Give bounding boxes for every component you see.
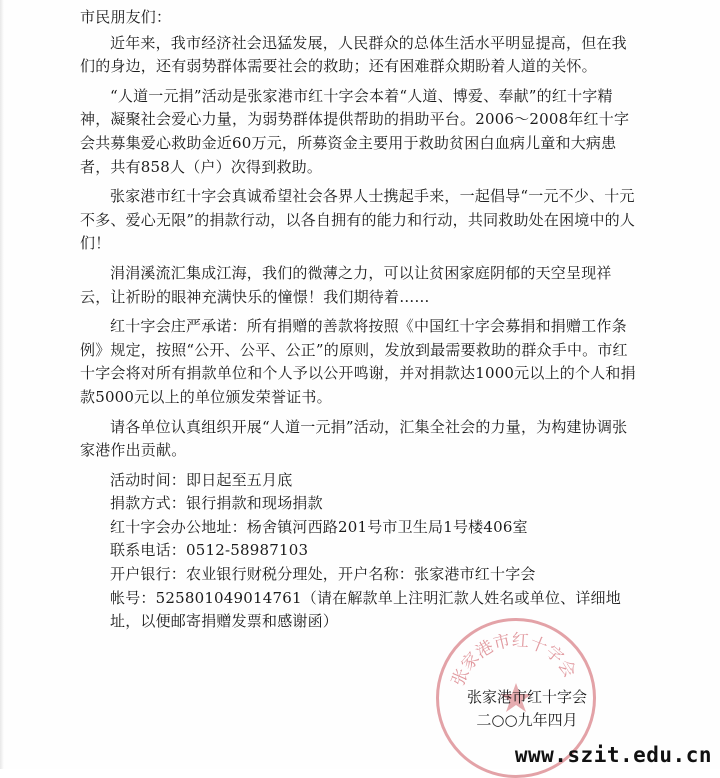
paragraph-hope: 涓涓溪流汇集成江海，我们的微薄之力，可以让贫困家庭阴郁的天空呈现祥云，让祈盼的眼神充满快乐的憧憬！我们期待着…… <box>80 263 612 306</box>
info-block <box>80 469 640 634</box>
info-office-address: 红十字会办公地址：杨舍镇河西路201号市卫生局1号楼406室 <box>110 517 528 536</box>
paragraph-promise: 红十字会庄严承诺：所有捐赠的善款将按照《中国红十字会募捐和捐赠工作条例》规定，按照“公开、公平、公正”的原则，发放到最需要救助的群众手中。市红十字会将对所有捐款单位和个人予以公开鸣谢，并对捐款达1000元以上的个人和捐款5000元以上的单位颁发荣誉证书。 <box>80 317 636 406</box>
site-watermark: www.szit.edu.cn <box>514 743 712 767</box>
info-account: 帐号：525801049014761（请在解款单上注明汇款人姓名或单位、详细地址，以便邮寄捐赠发票和感谢函） <box>110 588 621 631</box>
signature-block <box>452 686 602 732</box>
signature-organization: 张家港市红十字会 <box>466 688 587 706</box>
signature-date: 二○○九年四月 <box>476 711 578 729</box>
info-phone: 联系电话：0512-58987103 <box>110 541 309 560</box>
paragraph-request: 请各单位认真组织开展“人道一元捐”活动，汇集全社会的力量，为构建协调张家港作出贡献。 <box>80 417 628 460</box>
info-donation-method: 捐款方式：银行捐款和现场捐款 <box>110 494 323 513</box>
paragraph-intro: 近年来，我市经济社会迅猛发展，人民群众的总体生活水平明显提高，但在我们的身边，还有弱势群体需要社会的救助；还有困难群众期盼着人道的关怀。 <box>80 33 627 76</box>
letter-body <box>80 6 640 636</box>
letter-greeting: 市民朋友们： <box>80 8 172 26</box>
scan-edge <box>0 0 4 769</box>
paragraph-appeal: 张家港市红十字会真诚希望社会各界人士携起手来，一起倡导“一元不少、十元不多、爱心无限”的捐款行动，以各自拥有的能力和行动，共同救助处在困境中的人们！ <box>80 187 636 253</box>
paragraph-activity: “人道一元捐”活动是张家港市红十字会本着“人道、博爱、奉献”的红十字精神，凝聚社会爱心力量，为弱势群体提供帮助的捐助平台。2006～2008年红十字会共募集爱心救助金近60万元，所募资金主要用于救助贫困白血病儿童和大病患者，共有858人（户）次得到救助。 <box>80 86 630 176</box>
seal-lettering: 张家港市红十字会 <box>448 630 580 690</box>
info-bank: 开户银行：农业银行财税分理处，开户名称：张家港市红十字会 <box>110 565 536 584</box>
info-activity-time: 活动时间：即日起至五月底 <box>110 470 293 489</box>
